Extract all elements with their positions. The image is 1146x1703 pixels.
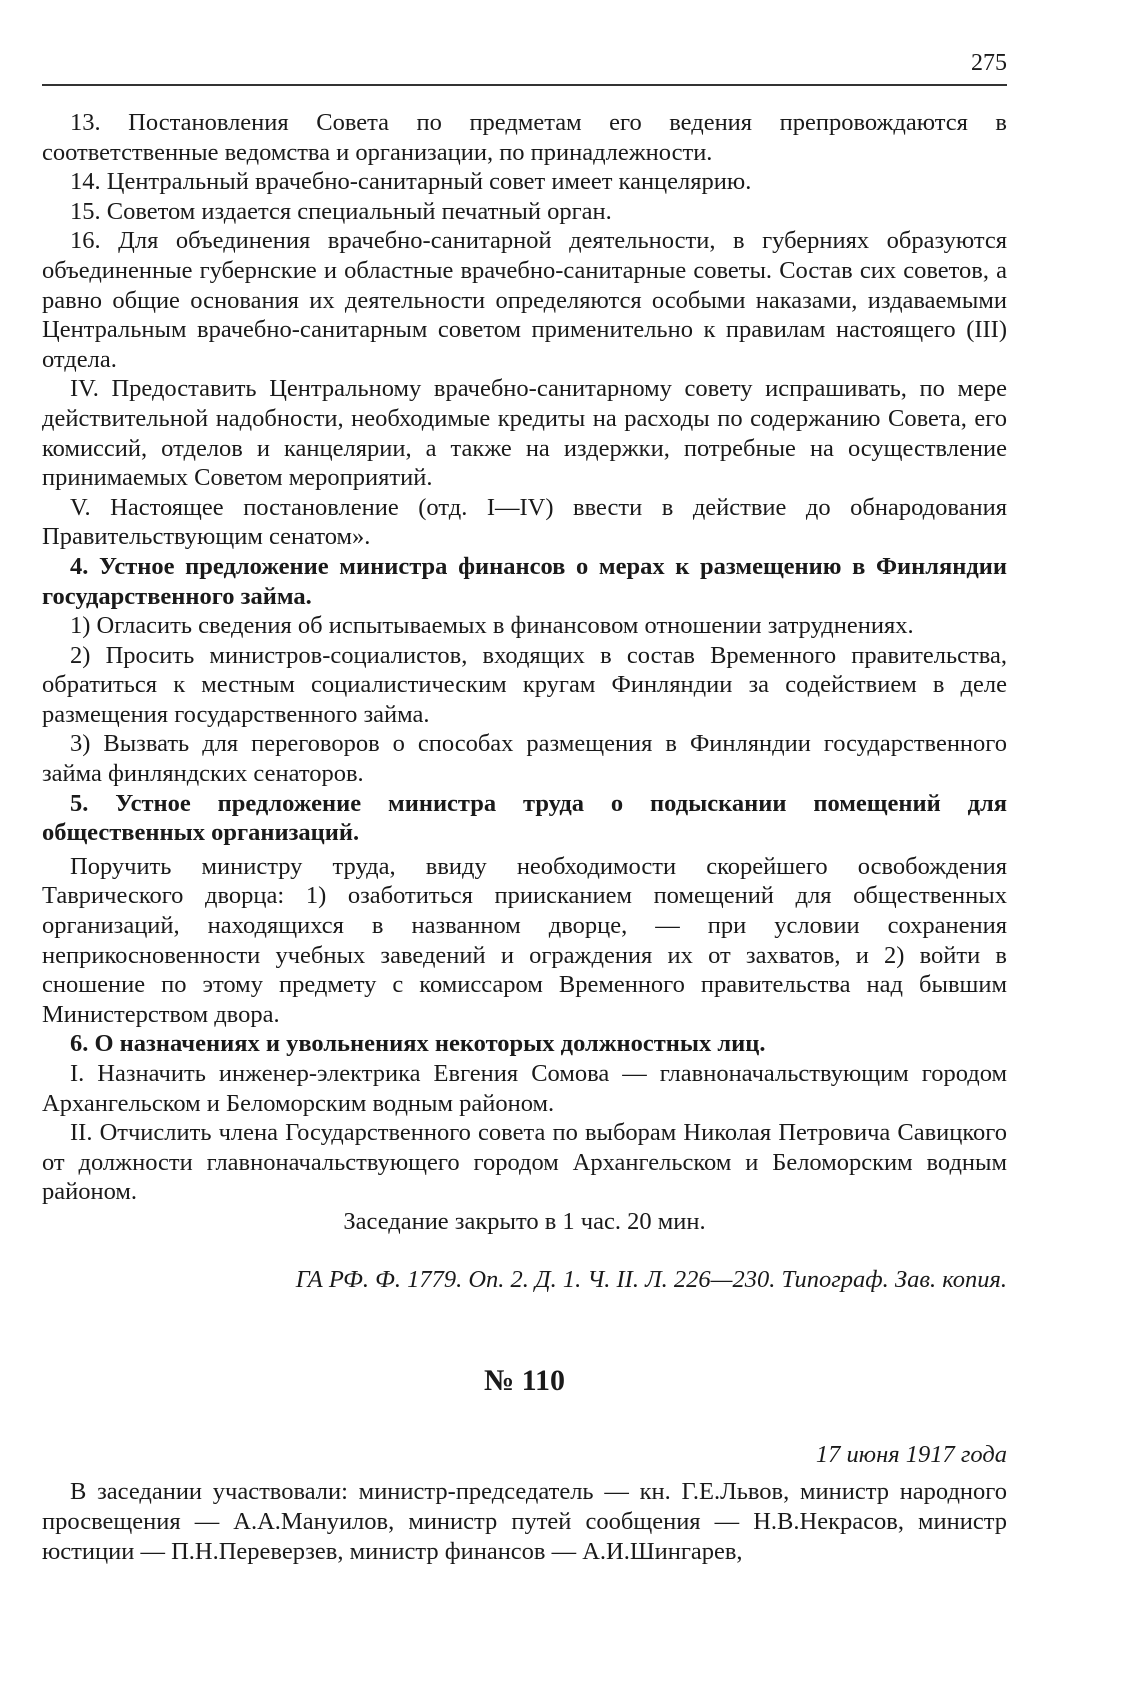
heading-item-6: 6. О назначениях и увольнениях некоторых должностных лиц. <box>70 1030 766 1058</box>
document-date: 17 июня 1917 года <box>815 1440 1007 1468</box>
closing-line: Заседание закрыто в 1 час. 20 мин. <box>343 1207 706 1235</box>
paragraph-14: 14. Центральный врачебно-санитарный совет имеет канцелярию. <box>70 168 752 196</box>
paragraph-v: V. Настоящее постановление (отд. I—IV) ввести в действие до обнародования Правительствующим сенатом». <box>42 493 1007 551</box>
paragraph-4-3: 3) Вызвать для переговоров о способах размещения в Финляндии государственного займа финляндских сенаторов. <box>42 730 1007 788</box>
paragraph-4-2: 2) Просить министров-социалистов, входящих в состав Временного правительства, обратиться к местным социалистическим кругам Финляндии за содействием в деле размещения государственного займа. <box>42 641 1007 728</box>
heading-item-4: 4. Устное предложение министра финансов о мерах к размещению в Финляндии государственного займа. <box>42 552 1007 610</box>
paragraph-15: 15. Советом издается специальный печатный орган. <box>70 197 612 225</box>
header-rule <box>42 84 1007 86</box>
paragraph-4-1: 1) Огласить сведения об испытываемых в финансовом отношении затруднениях. <box>70 612 914 640</box>
archive-reference: ГА РФ. Ф. 1779. Оп. 2. Д. 1. Ч. II. Л. 226—230. Типограф. Зав. копия. <box>295 1265 1007 1293</box>
document-body <box>42 108 1007 1566</box>
paragraph-6-i: I. Назначить инженер-электрика Евгения Сомова — главноначальствующим городом Архангельском и Беломорским водным районом. <box>42 1060 1007 1117</box>
heading-item-5: 5. Устное предложение министра труда о подыскании помещений для общественных организаций. <box>42 789 1007 847</box>
paragraph-iv: IV. Предоставить Центральному врачебно-санитарному совету испрашивать, по мере действительной надобности, необходимые кредиты на расходы по содержанию Совета, его комиссий, отделов и канцелярии, а также на издержки, потребные на осуществление принимаемых Советом мероприятий. <box>42 375 1007 492</box>
document-number: № 110 <box>484 1364 565 1398</box>
page-number: 275 <box>971 50 1007 76</box>
paragraph-6-ii: II. Отчислить члена Государственного совета по выборам Николая Петровича Савицкого от должности главноначальствующего городом Архангельском и Беломорским водным районом. <box>42 1119 1007 1206</box>
paragraph-16: 16. Для объединения врачебно-санитарной деятельности, в губерниях образуются объединенные губернские и областные врачебно-санитарные советы. Состав сих советов, а равно общие основания их деятельности определяются особыми наказами, издаваемыми Центральным врачебно-санитарным советом применительно к правилам настоящего (III) отдела. <box>42 227 1007 373</box>
paragraph-5-text: Поручить министру труда, ввиду необходимости скорейшего освобождения Таврического дворца: 1) озаботиться приисканием помещений для общественных организаций, находящихся в названном дворце, — при условии сохранения неприкосновенности учебных заведений и ограждения их от захватов, и 2) войти в сношение по этому предмету с комиссаром Временного правительства над бывшим Министерством двора. <box>42 852 1007 1028</box>
attendees-paragraph: В заседании участвовали: министр-председатель — кн. Г.Е.Львов, министр народного просвещения — А.А.Мануилов, министр путей сообщения — Н.В.Некрасов, министр юстиции — П.Н.Переверзев, министр финансов — А.И.Шингарев, <box>42 1478 1007 1565</box>
paragraph-13: 13. Постановления Совета по предметам его ведения препровождаются в соответственные ведомства и организации, по принадлежности. <box>42 109 1007 166</box>
